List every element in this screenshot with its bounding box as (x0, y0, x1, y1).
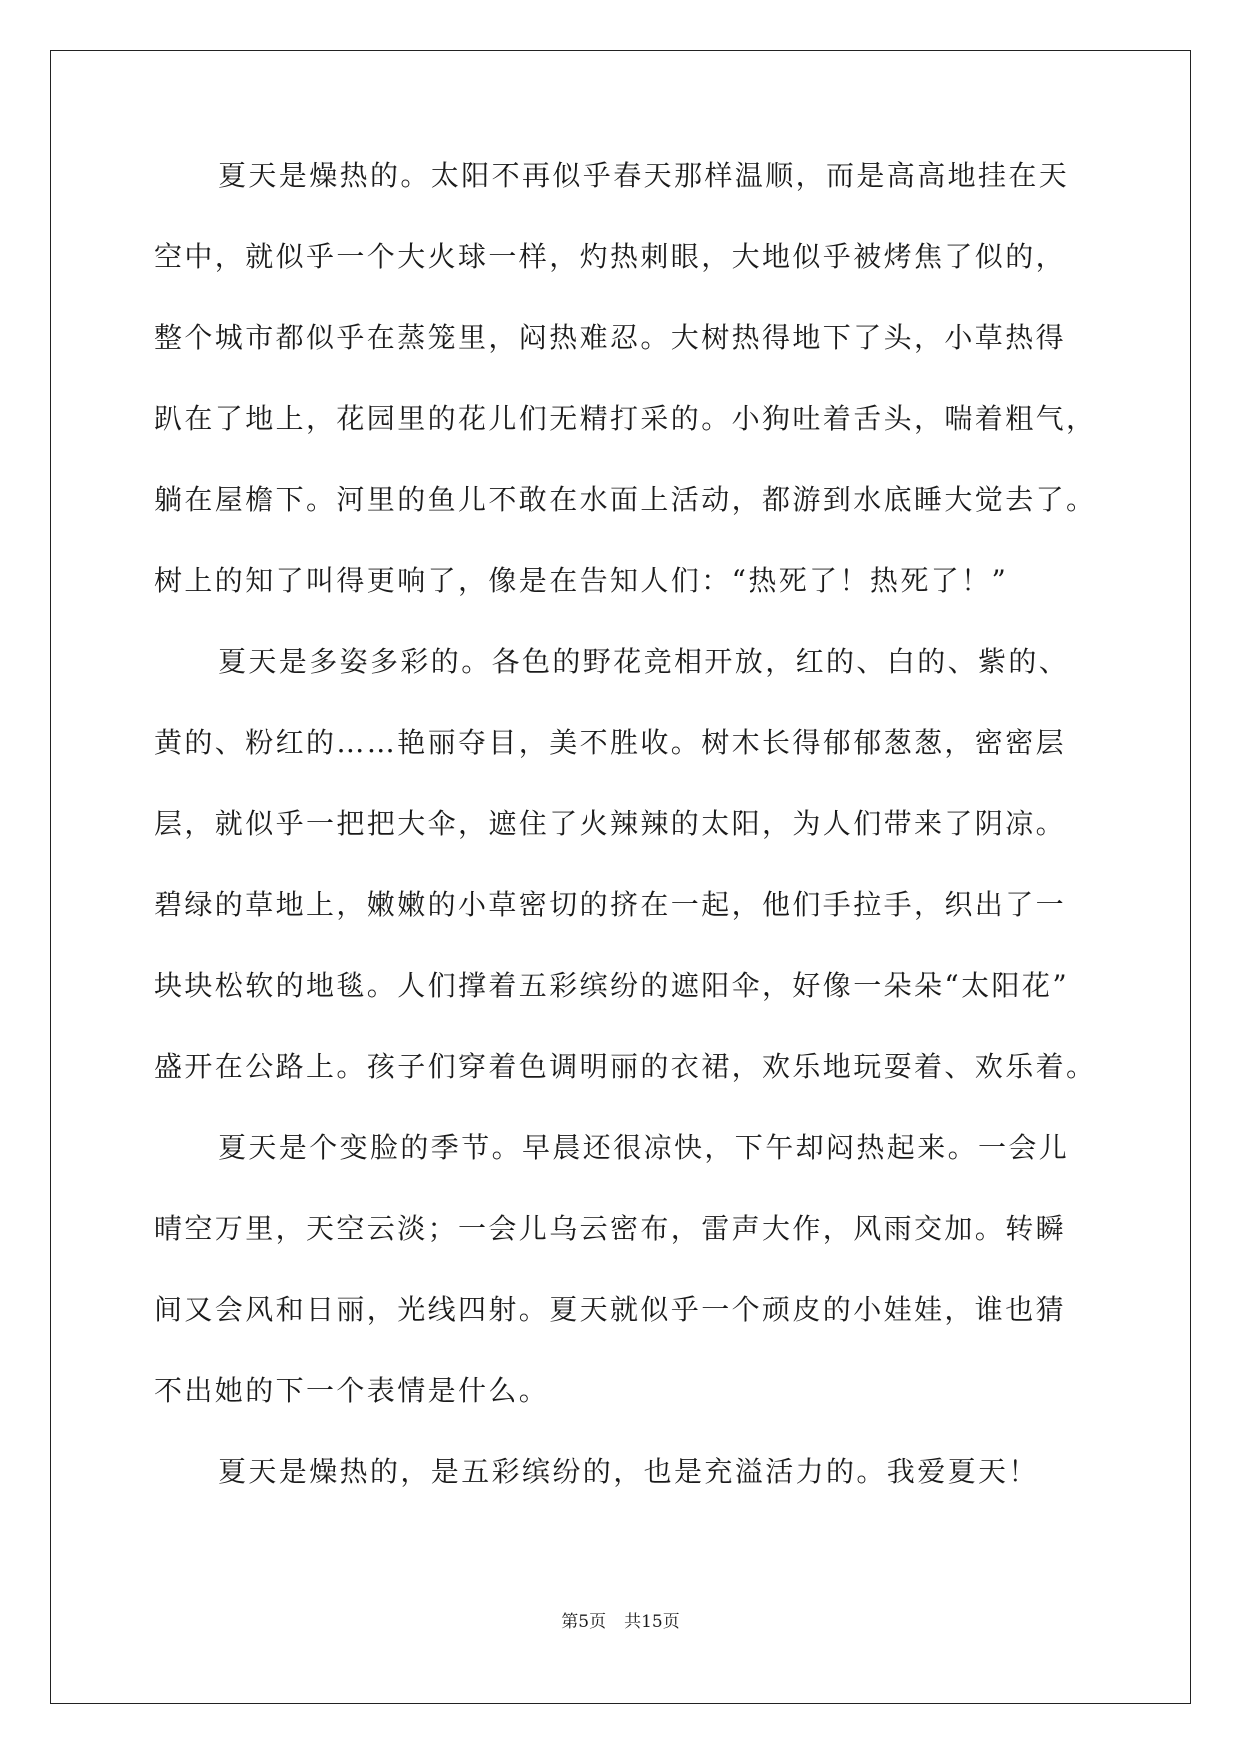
paragraph-1-line-5: 躺在屋檐下。河里的鱼儿不敢在水面上活动，都游到水底睡大觉去了。 (154, 483, 1097, 516)
paragraph-1-line-6: 树上的知了叫得更响了，像是在告知人们：“热死了！热死了！” (154, 564, 1009, 597)
paragraph-3-line-2: 晴空万里，天空云淡；一会儿乌云密布，雷声大作，风雨交加。转瞬 (154, 1212, 1067, 1245)
page-footer (0, 1611, 1241, 1633)
paragraph-3-line-1: 夏天是个变脸的季节。早晨还很凉快，下午却闷热起来。一会儿 (218, 1131, 1070, 1164)
paragraph-2-line-5: 块块松软的地毯。人们撑着五彩缤纷的遮阳伞，好像一朵朵“太阳花” (154, 969, 1070, 1002)
paragraph-1-line-3: 整个城市都似乎在蒸笼里，闷热难忍。大树热得地下了头，小草热得 (154, 321, 1067, 354)
paragraph-2-line-6: 盛开在公路上。孩子们穿着色调明丽的衣裙，欢乐地玩耍着、欢乐着。 (154, 1050, 1097, 1083)
paragraph-4-line-1: 夏天是燥热的，是五彩缤纷的，也是充溢活力的。我爱夏天！ (218, 1455, 1039, 1488)
paragraph-2-line-1: 夏天是多姿多彩的。各色的野花竞相开放，红的、白的、紫的、 (218, 645, 1070, 678)
page-total: 共15页 (624, 1612, 680, 1632)
paragraph-2-line-4: 碧绿的草地上，嫩嫩的小草密切的挤在一起，他们手拉手，织出了一 (154, 888, 1067, 921)
document-body (154, 160, 1112, 1537)
paragraph-3-line-3: 间又会风和日丽，光线四射。夏天就似乎一个顽皮的小娃娃，谁也猜 (154, 1293, 1067, 1326)
paragraph-2-line-2: 黄的、粉红的……艳丽夺目，美不胜收。树木长得郁郁葱葱，密密层 (154, 726, 1067, 759)
paragraph-1-line-2: 空中，就似乎一个大火球一样，灼热刺眼，大地似乎被烤焦了似的， (154, 240, 1067, 273)
paragraph-1-line-4: 趴在了地上，花园里的花儿们无精打采的。小狗吐着舌头，喘着粗气， (154, 402, 1097, 435)
page-number: 第5页 (561, 1612, 607, 1632)
paragraph-2-line-3: 层，就似乎一把把大伞，遮住了火辣辣的太阳，为人们带来了阴凉。 (154, 807, 1067, 840)
paragraph-3-line-4: 不出她的下一个表情是什么。 (154, 1374, 550, 1407)
paragraph-1-line-1: 夏天是燥热的。太阳不再似乎春天那样温顺，而是高高地挂在天 (218, 159, 1070, 192)
